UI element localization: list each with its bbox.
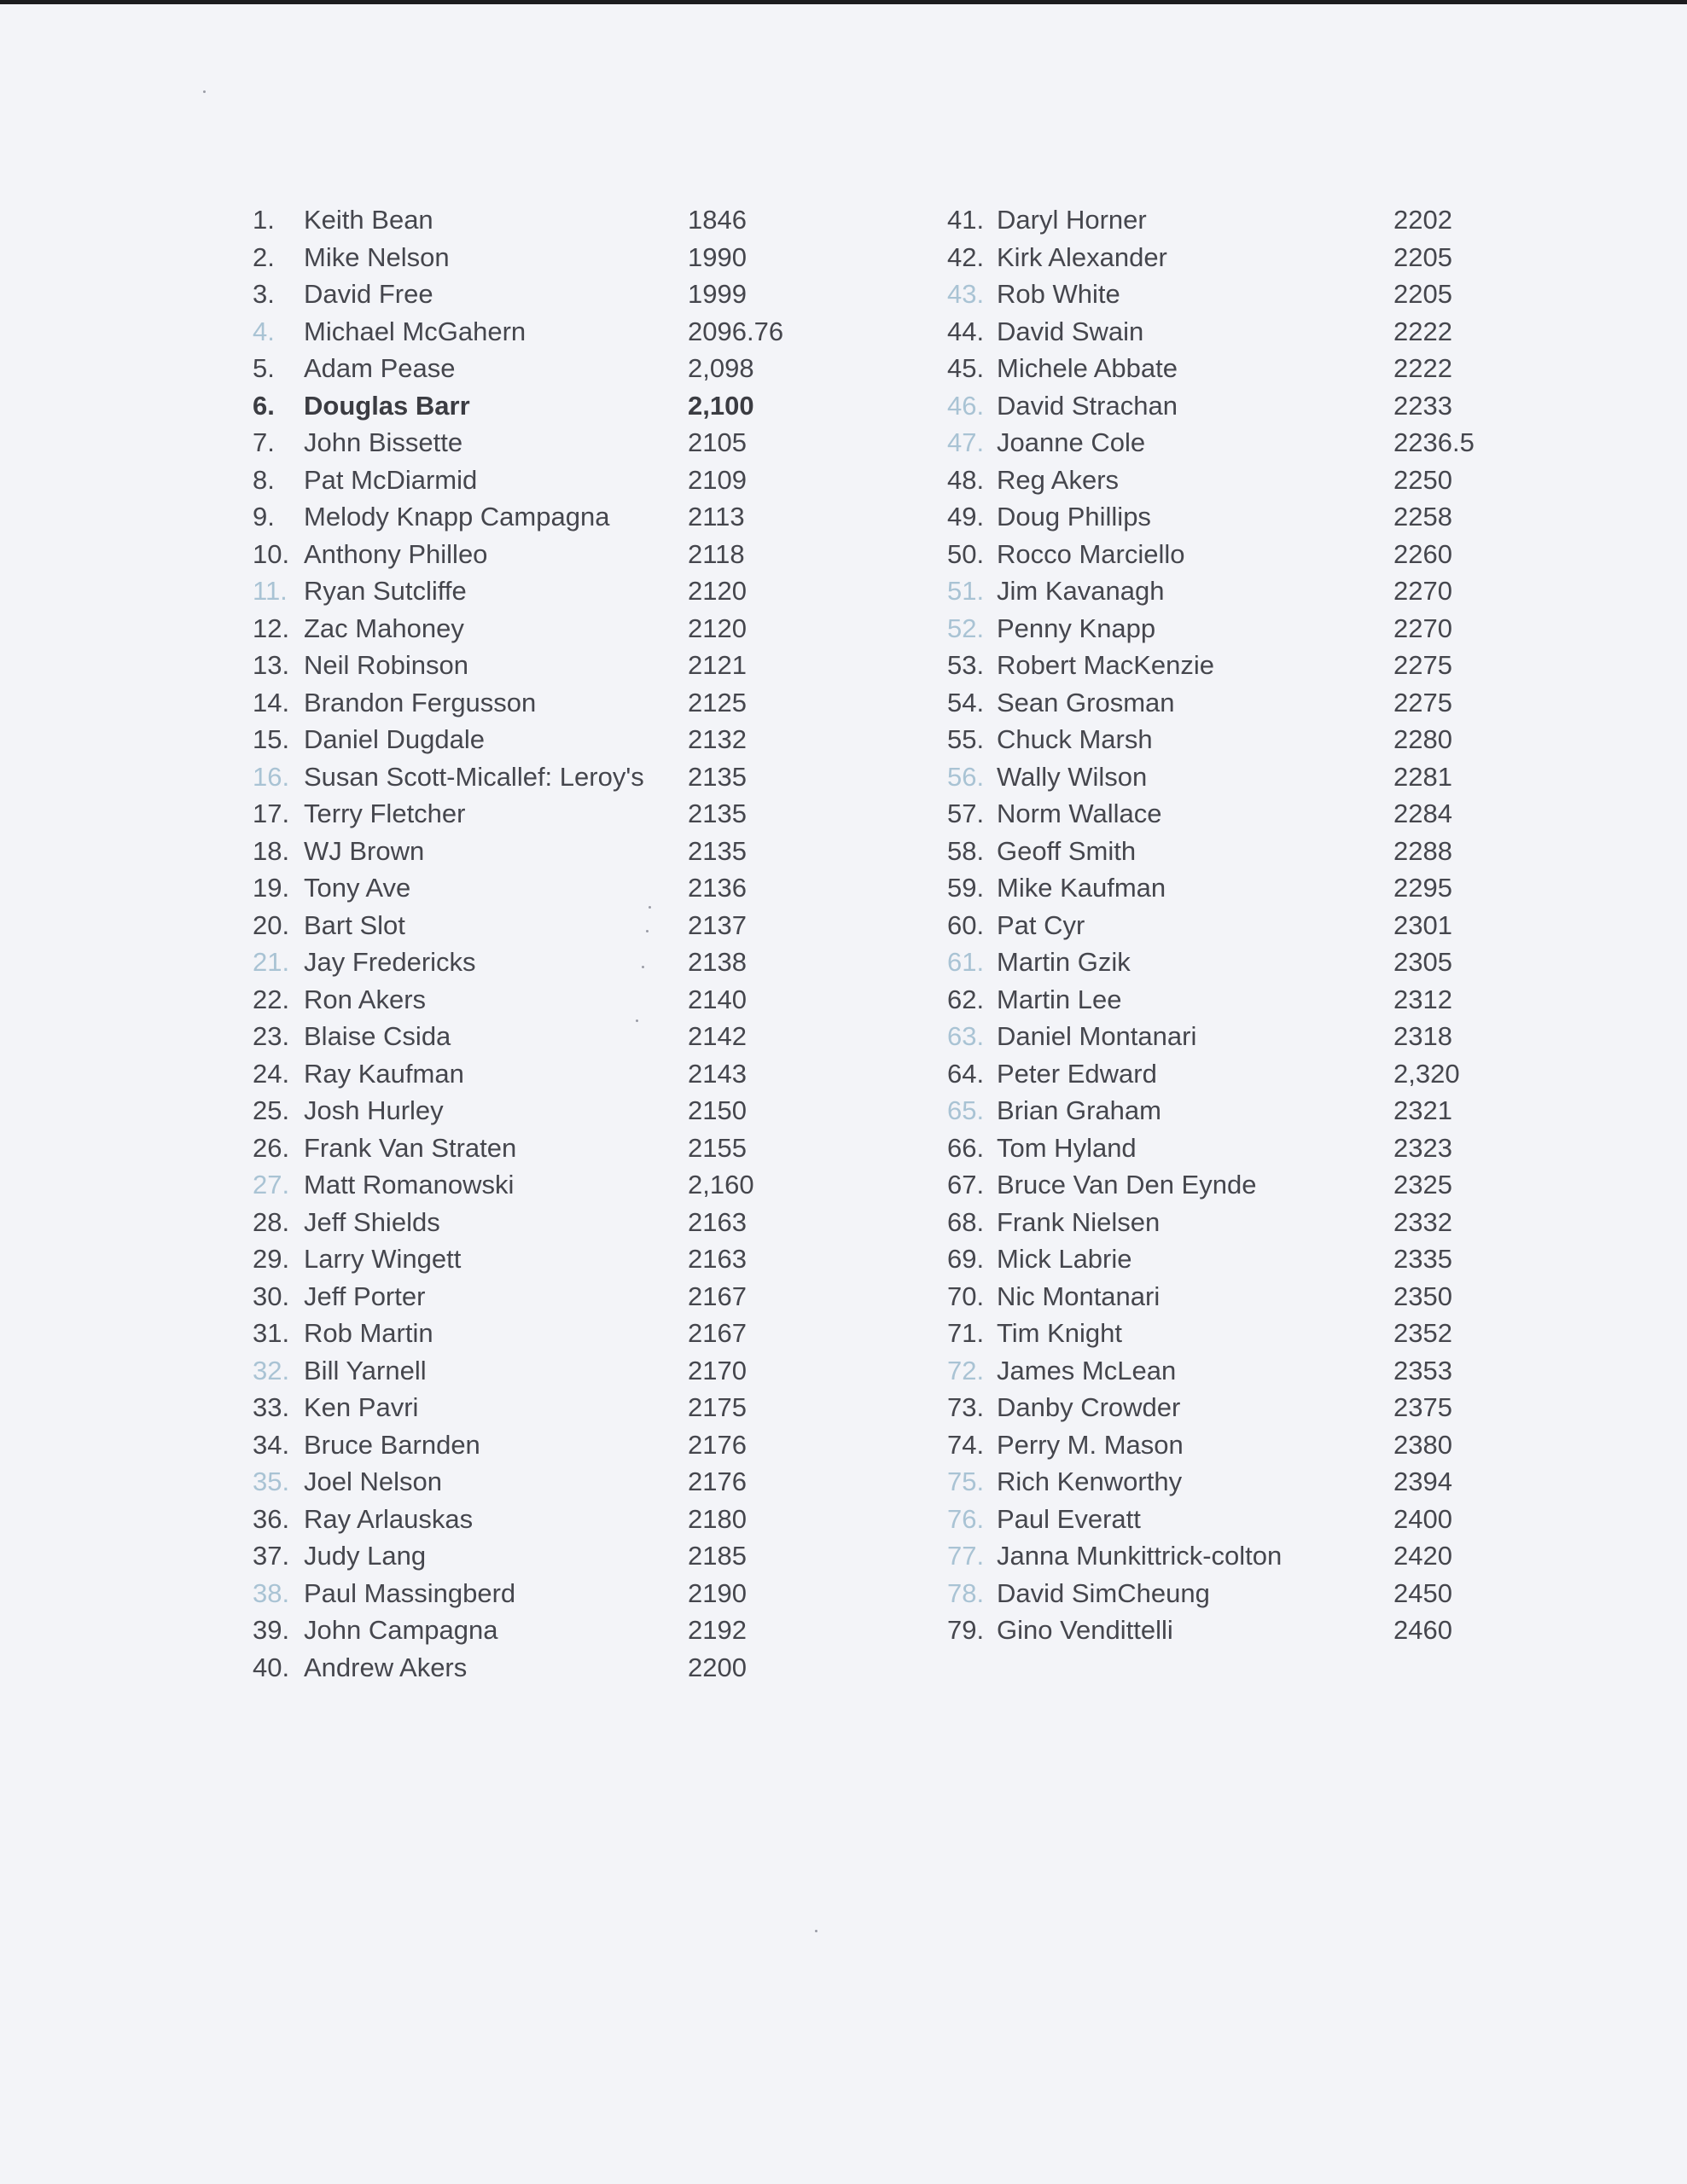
- participant-name: Michael McGahern: [304, 316, 526, 346]
- rank-number: 51.: [947, 576, 985, 606]
- participant-name: Peter Edward: [997, 1058, 1157, 1089]
- rank-number: 68.: [947, 1206, 985, 1237]
- scan-speck: [642, 966, 644, 968]
- participant-name: Ron Akers: [304, 984, 427, 1014]
- participant-name: Pat Cyr: [997, 909, 1085, 940]
- score-value: 2,160: [688, 1170, 754, 1199]
- participant-name: Sean Grosman: [997, 687, 1175, 717]
- participant-name: Geoff Smith: [997, 835, 1137, 866]
- participant-name: Tony Ave: [304, 873, 411, 903]
- score-value: 2270: [1393, 576, 1452, 606]
- rank-number: 42.: [947, 241, 985, 272]
- rank-number: 53.: [947, 650, 985, 680]
- rank-number: 57.: [947, 799, 985, 828]
- participant-name: Pat McDiarmid: [304, 464, 478, 495]
- rank-number: 70.: [947, 1281, 985, 1311]
- participant-name: Martin Lee: [997, 984, 1122, 1014]
- score-value: 2205: [1393, 279, 1452, 309]
- score-value: 2120: [688, 576, 747, 606]
- score-value: 2270: [1393, 613, 1452, 643]
- score-value: 2143: [688, 1058, 747, 1089]
- rank-number: 38.: [253, 1577, 290, 1608]
- participant-name: Judy Lang: [304, 1541, 427, 1571]
- score-value: 2180: [688, 1503, 747, 1534]
- score-value: 2280: [1393, 724, 1452, 754]
- score-value: 2185: [688, 1541, 747, 1571]
- participant-name: Michele Abbate: [997, 353, 1178, 383]
- participant-name: Norm Wallace: [997, 799, 1162, 828]
- participant-name: Joanne Cole: [997, 427, 1146, 457]
- rank-number: 22.: [253, 984, 290, 1014]
- participant-name: Gino Vendittelli: [997, 1615, 1173, 1645]
- participant-name: Josh Hurley: [304, 1095, 444, 1125]
- participant-name: Rob Martin: [304, 1318, 433, 1348]
- rank-number: 24.: [253, 1058, 290, 1089]
- score-value: 2190: [688, 1577, 747, 1608]
- score-value: 2113: [688, 502, 745, 531]
- rank-number: 54.: [947, 687, 985, 717]
- score-value: 2222: [1393, 353, 1452, 383]
- rank-number: 19.: [253, 873, 290, 903]
- rank-number: 74.: [947, 1429, 985, 1460]
- rank-number: 41.: [947, 205, 985, 235]
- rank-number: 44.: [947, 316, 985, 346]
- score-value: 2275: [1393, 687, 1452, 717]
- participant-name: Anthony Philleo: [304, 538, 488, 569]
- rank-number: 45.: [947, 353, 985, 383]
- rank-number: 15.: [253, 724, 290, 754]
- score-value: 2233: [1393, 390, 1452, 421]
- participant-name: Rob White: [997, 279, 1120, 309]
- score-value: 2105: [688, 427, 747, 457]
- rank-number: 23.: [253, 1021, 290, 1051]
- participant-name: David Free: [304, 279, 433, 309]
- rank-number: 6.: [253, 390, 275, 421]
- score-value: 2202: [1393, 205, 1452, 235]
- score-value: 2,098: [688, 353, 754, 383]
- score-value: 2353: [1393, 1355, 1452, 1385]
- rank-number: 43.: [947, 279, 985, 309]
- rank-number: 8.: [253, 464, 275, 495]
- score-value: 2167: [688, 1281, 747, 1311]
- participant-name: Perry M. Mason: [997, 1429, 1184, 1460]
- score-value: 2375: [1393, 1392, 1452, 1422]
- rank-number: 72.: [947, 1355, 985, 1385]
- score-value: 2305: [1393, 947, 1452, 977]
- rank-number: 28.: [253, 1206, 290, 1237]
- rank-number: 66.: [947, 1132, 985, 1163]
- participant-name: Frank Van Straten: [304, 1132, 517, 1163]
- rank-number: 67.: [947, 1170, 985, 1199]
- rank-number: 47.: [947, 427, 985, 457]
- participant-name: Chuck Marsh: [997, 724, 1153, 754]
- participant-name: Jim Kavanagh: [997, 576, 1165, 606]
- participant-name: Melody Knapp Campagna: [304, 502, 610, 531]
- score-value: 2250: [1393, 464, 1452, 495]
- score-value: 2394: [1393, 1467, 1452, 1496]
- participant-name: David Strachan: [997, 390, 1178, 421]
- rank-number: 7.: [253, 427, 275, 457]
- score-value: 2163: [688, 1244, 747, 1274]
- score-value: 2281: [1393, 761, 1452, 792]
- score-value: 2140: [688, 984, 747, 1014]
- participant-name: Martin Gzik: [997, 947, 1131, 977]
- score-value: 2335: [1393, 1244, 1452, 1274]
- rank-number: 78.: [947, 1577, 985, 1608]
- scan-speck: [646, 930, 649, 932]
- score-value: 2321: [1393, 1095, 1452, 1125]
- scan-speck: [636, 1019, 638, 1022]
- scan-speck: [203, 90, 206, 93]
- participant-name: Frank Nielsen: [997, 1206, 1161, 1237]
- rank-number: 59.: [947, 873, 985, 903]
- rank-number: 33.: [253, 1392, 290, 1422]
- participant-name: Daryl Horner: [997, 205, 1147, 235]
- score-value: 2137: [688, 909, 747, 940]
- participant-name: John Campagna: [304, 1615, 498, 1645]
- participant-name: Paul Everatt: [997, 1503, 1141, 1534]
- rank-number: 18.: [253, 835, 290, 866]
- participant-name: Nic Montanari: [997, 1281, 1161, 1311]
- participant-name: WJ Brown: [304, 835, 425, 866]
- rank-number: 49.: [947, 502, 985, 531]
- score-value: 2192: [688, 1615, 747, 1645]
- score-value: 2,320: [1393, 1058, 1460, 1089]
- rank-number: 16.: [253, 761, 290, 792]
- rank-number: 73.: [947, 1392, 985, 1422]
- participant-name: Daniel Montanari: [997, 1021, 1197, 1051]
- rank-number: 75.: [947, 1467, 985, 1496]
- participant-name: Tim Knight: [997, 1318, 1123, 1348]
- rank-number: 35.: [253, 1467, 290, 1496]
- rank-number: 32.: [253, 1355, 290, 1385]
- score-value: 2222: [1393, 316, 1452, 346]
- score-value: 2163: [688, 1206, 747, 1237]
- participant-name: Jay Fredericks: [304, 947, 476, 977]
- score-value: 2301: [1393, 909, 1452, 940]
- rank-number: 1.: [253, 205, 275, 235]
- participant-name: Reg Akers: [997, 464, 1120, 495]
- score-value: 2118: [688, 538, 745, 569]
- rank-number: 48.: [947, 464, 985, 495]
- score-value: 2275: [1393, 650, 1452, 680]
- rank-number: 65.: [947, 1095, 985, 1125]
- score-value: 2295: [1393, 873, 1452, 903]
- rank-number: 76.: [947, 1503, 985, 1534]
- score-value: 2236.5: [1393, 427, 1475, 457]
- rank-number: 30.: [253, 1281, 290, 1311]
- rank-number: 69.: [947, 1244, 985, 1274]
- score-value: 2135: [688, 799, 747, 828]
- score-value: 2288: [1393, 835, 1452, 866]
- participant-name: Susan Scott-Micallef: Leroy's: [304, 761, 644, 792]
- score-value: 2167: [688, 1318, 747, 1348]
- score-value: 2460: [1393, 1615, 1452, 1645]
- participant-name: David SimCheung: [997, 1577, 1210, 1608]
- score-value: 2,100: [688, 390, 754, 421]
- rank-number: 56.: [947, 761, 985, 792]
- score-value: 2136: [688, 873, 747, 903]
- rank-number: 52.: [947, 613, 985, 643]
- score-value: 2121: [688, 650, 747, 680]
- rank-number: 11.: [253, 576, 288, 606]
- rank-number: 71.: [947, 1318, 985, 1348]
- participant-name: Zac Mahoney: [304, 613, 464, 643]
- rank-number: 36.: [253, 1503, 290, 1534]
- score-value: 1999: [688, 279, 747, 309]
- score-value: 2450: [1393, 1577, 1452, 1608]
- rank-number: 64.: [947, 1058, 985, 1089]
- score-value: 2142: [688, 1021, 747, 1051]
- scan-speck: [649, 906, 651, 909]
- participant-name: Jeff Shields: [304, 1206, 440, 1237]
- score-value: 2318: [1393, 1021, 1452, 1051]
- participant-name: Ray Arlauskas: [304, 1503, 474, 1534]
- participant-name: Penny Knapp: [997, 613, 1156, 643]
- score-value: 2096.76: [688, 316, 784, 346]
- rank-number: 29.: [253, 1244, 290, 1274]
- participant-name: Ryan Sutcliffe: [304, 576, 467, 606]
- participant-name: Wally Wilson: [997, 761, 1148, 792]
- rank-number: 10.: [253, 538, 290, 569]
- rank-number: 27.: [253, 1170, 290, 1199]
- score-value: 2323: [1393, 1132, 1452, 1163]
- score-value: 2132: [688, 724, 747, 754]
- score-value: 2284: [1393, 799, 1452, 828]
- participant-name: John Bissette: [304, 427, 463, 457]
- score-value: 2125: [688, 687, 747, 717]
- score-value: 2120: [688, 613, 747, 643]
- scan-speck: [815, 1930, 817, 1932]
- participant-name: Rocco Marciello: [997, 538, 1185, 569]
- score-value: 2176: [688, 1429, 747, 1460]
- rank-number: 21.: [253, 947, 290, 977]
- participant-name: James McLean: [997, 1355, 1177, 1385]
- score-value: 2420: [1393, 1541, 1452, 1571]
- rank-number: 37.: [253, 1541, 290, 1571]
- participant-name: Mick Labrie: [997, 1244, 1132, 1274]
- scan-edge: [0, 0, 1687, 4]
- rank-number: 46.: [947, 390, 985, 421]
- score-value: 2350: [1393, 1281, 1452, 1311]
- participant-name: Larry Wingett: [304, 1244, 462, 1274]
- participant-name: Kirk Alexander: [997, 241, 1167, 272]
- rank-number: 13.: [253, 650, 290, 680]
- participant-name: Keith Bean: [304, 205, 433, 235]
- rank-number: 9.: [253, 502, 275, 531]
- participant-name: Mike Nelson: [304, 241, 450, 272]
- participant-name: Bruce Barnden: [304, 1429, 480, 1460]
- participant-name: Mike Kaufman: [997, 873, 1166, 903]
- participant-name: Paul Massingberd: [304, 1577, 516, 1608]
- participant-name: Blaise Csida: [304, 1021, 451, 1051]
- rank-number: 20.: [253, 909, 290, 940]
- rank-number: 60.: [947, 909, 985, 940]
- participant-name: Neil Robinson: [304, 650, 468, 680]
- participant-name: Joel Nelson: [304, 1467, 442, 1496]
- rank-number: 17.: [253, 799, 290, 828]
- rank-number: 63.: [947, 1021, 985, 1051]
- score-value: 2176: [688, 1467, 747, 1496]
- participant-name: Terry Fletcher: [304, 799, 466, 828]
- score-value: 2150: [688, 1095, 747, 1125]
- score-value: 2135: [688, 761, 747, 792]
- score-value: 2312: [1393, 984, 1452, 1014]
- score-value: 2352: [1393, 1318, 1452, 1348]
- score-value: 2155: [688, 1132, 747, 1163]
- rank-number: 58.: [947, 835, 985, 866]
- score-value: 2109: [688, 464, 747, 495]
- score-value: 2400: [1393, 1503, 1452, 1534]
- rank-number: 79.: [947, 1615, 985, 1645]
- participant-name: Brian Graham: [997, 1095, 1161, 1125]
- score-value: 2325: [1393, 1170, 1452, 1199]
- participant-name: Danby Crowder: [997, 1392, 1181, 1422]
- participant-name: Matt Romanowski: [304, 1170, 515, 1199]
- participant-name: Daniel Dugdale: [304, 724, 485, 754]
- score-value: 2205: [1393, 241, 1452, 272]
- score-value: 2258: [1393, 502, 1452, 531]
- rank-number: 61.: [947, 947, 985, 977]
- score-value: 2380: [1393, 1429, 1452, 1460]
- rank-number: 3.: [253, 279, 275, 309]
- score-value: 2200: [688, 1652, 747, 1682]
- rank-number: 50.: [947, 538, 985, 569]
- participant-name: Tom Hyland: [997, 1132, 1137, 1163]
- rank-number: 2.: [253, 241, 275, 272]
- score-value: 2332: [1393, 1206, 1452, 1237]
- score-value: 2135: [688, 835, 747, 866]
- rank-number: 34.: [253, 1429, 290, 1460]
- score-value: 1846: [688, 205, 747, 235]
- rank-number: 31.: [253, 1318, 290, 1348]
- participant-name: Andrew Akers: [304, 1652, 468, 1682]
- rank-number: 40.: [253, 1652, 290, 1682]
- participant-name: Brandon Fergusson: [304, 687, 537, 717]
- participant-name: Ray Kaufman: [304, 1058, 464, 1089]
- participant-name: Bill Yarnell: [304, 1355, 427, 1385]
- participant-name: David Swain: [997, 316, 1144, 346]
- rank-number: 5.: [253, 353, 275, 383]
- participant-name: Jeff Porter: [304, 1281, 426, 1311]
- score-value: 2175: [688, 1392, 747, 1422]
- score-value: 2138: [688, 947, 747, 977]
- participant-name: Adam Pease: [304, 353, 456, 383]
- rank-number: 25.: [253, 1095, 290, 1125]
- score-value: 1990: [688, 241, 747, 272]
- participant-name: Robert MacKenzie: [997, 650, 1215, 680]
- rank-number: 62.: [947, 984, 985, 1014]
- rank-number: 26.: [253, 1132, 290, 1163]
- rank-number: 14.: [253, 687, 290, 717]
- participant-name: Rich Kenworthy: [997, 1467, 1183, 1496]
- score-value: 2170: [688, 1355, 747, 1385]
- rank-number: 39.: [253, 1615, 290, 1645]
- participant-name: Bruce Van Den Eynde: [997, 1170, 1257, 1199]
- rank-number: 77.: [947, 1541, 985, 1571]
- participant-name: Janna Munkittrick-colton: [997, 1541, 1283, 1571]
- rank-number: 4.: [253, 316, 275, 346]
- rank-number: 12.: [253, 613, 290, 643]
- participant-name: Douglas Barr: [304, 390, 470, 421]
- rank-number: 55.: [947, 724, 985, 754]
- participant-name: Doug Phillips: [997, 502, 1151, 531]
- participant-name: Ken Pavri: [304, 1392, 419, 1422]
- participant-name: Bart Slot: [304, 909, 405, 940]
- score-value: 2260: [1393, 538, 1452, 569]
